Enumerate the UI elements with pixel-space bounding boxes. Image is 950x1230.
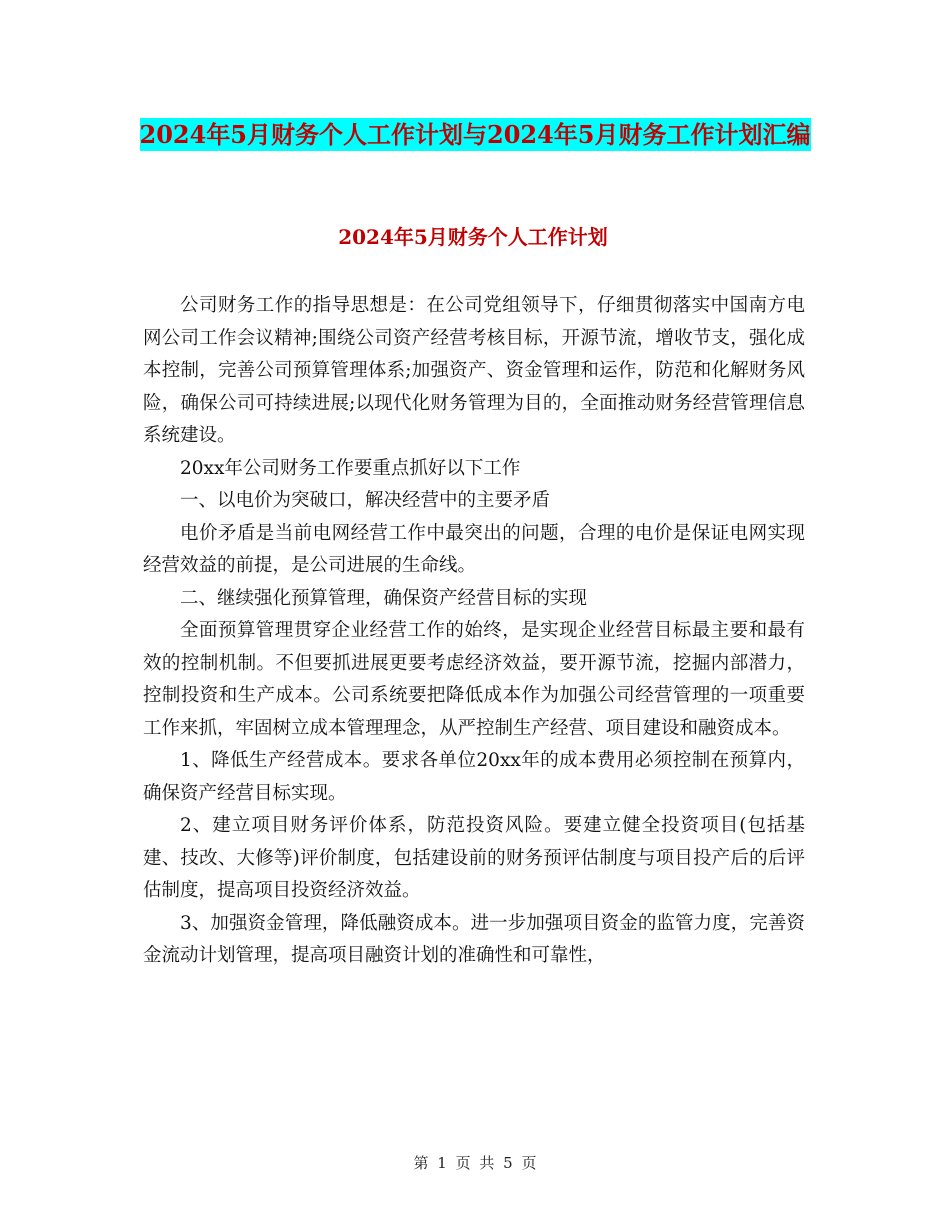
document-title bbox=[130, 112, 820, 158]
document-title-text: 2024年5月财务个人工作计划与2024年5月财务工作计划汇编 bbox=[139, 120, 811, 149]
paragraph: 公司财务工作的指导思想是：在公司党组领导下，仔细贯彻落实中国南方电网公司工作会议精神;围绕公司资产经营考核目标，开源节流，增收节支，强化成本控制，完善公司预算管理体系;加强资产、资金管理和运作，防范和化解财务风险，确保公司可持续进展;以现代化财务管理为目的，全面推动财务经营管理信息系统建设。 bbox=[143, 295, 805, 446]
paragraph: 1、降低生产经营成本。要求各单位20xx年的成本费用必须控制在预算内，确保资产经营目标实现。 bbox=[143, 750, 805, 804]
page-footer: 第 1 页 共 5 页 bbox=[413, 1154, 537, 1172]
paragraph: 一、以电价为突破口，解决经营中的主要矛盾 bbox=[180, 490, 551, 511]
paragraph: 电价矛盾是当前电网经营工作中最突出的问题，合理的电价是保证电网实现经营效益的前提，是公司进展的生命线。 bbox=[143, 522, 805, 576]
paragraph: 20xx年公司财务工作要重点抓好以下工作 bbox=[180, 457, 521, 479]
paragraph: 2、建立项目财务评价体系，防范投资风险。要建立健全投资项目(包括基建、技改、大修等)评价制度，包括建设前的财务预评估制度与项目投产后的后评估制度，提高项目投资经济效益。 bbox=[143, 815, 805, 901]
paragraph: 二、继续强化预算管理，确保资产经营目标的实现 bbox=[180, 587, 588, 609]
document-body bbox=[143, 290, 805, 973]
paragraph: 全面预算管理贯穿企业经营工作的始终，是实现企业经营目标最主要和最有效的控制机制。不但要抓进展更要考虑经济效益，要开源节流，挖掘内部潜力，控制投资和生产成本。公司系统要把降低成本作为加强公司经营管理的一项重要工作来抓，牢固树立成本管理理念，从严控制生产经营、项目建设和融资成本。 bbox=[143, 620, 805, 739]
paragraph: 3、加强资金管理，降低融资成本。进一步加强项目资金的监管力度，完善资金流动计划管理，提高项目融资计划的准确性和可靠性， bbox=[143, 912, 805, 966]
section-title: 2024年5月财务个人工作计划 bbox=[338, 225, 608, 249]
